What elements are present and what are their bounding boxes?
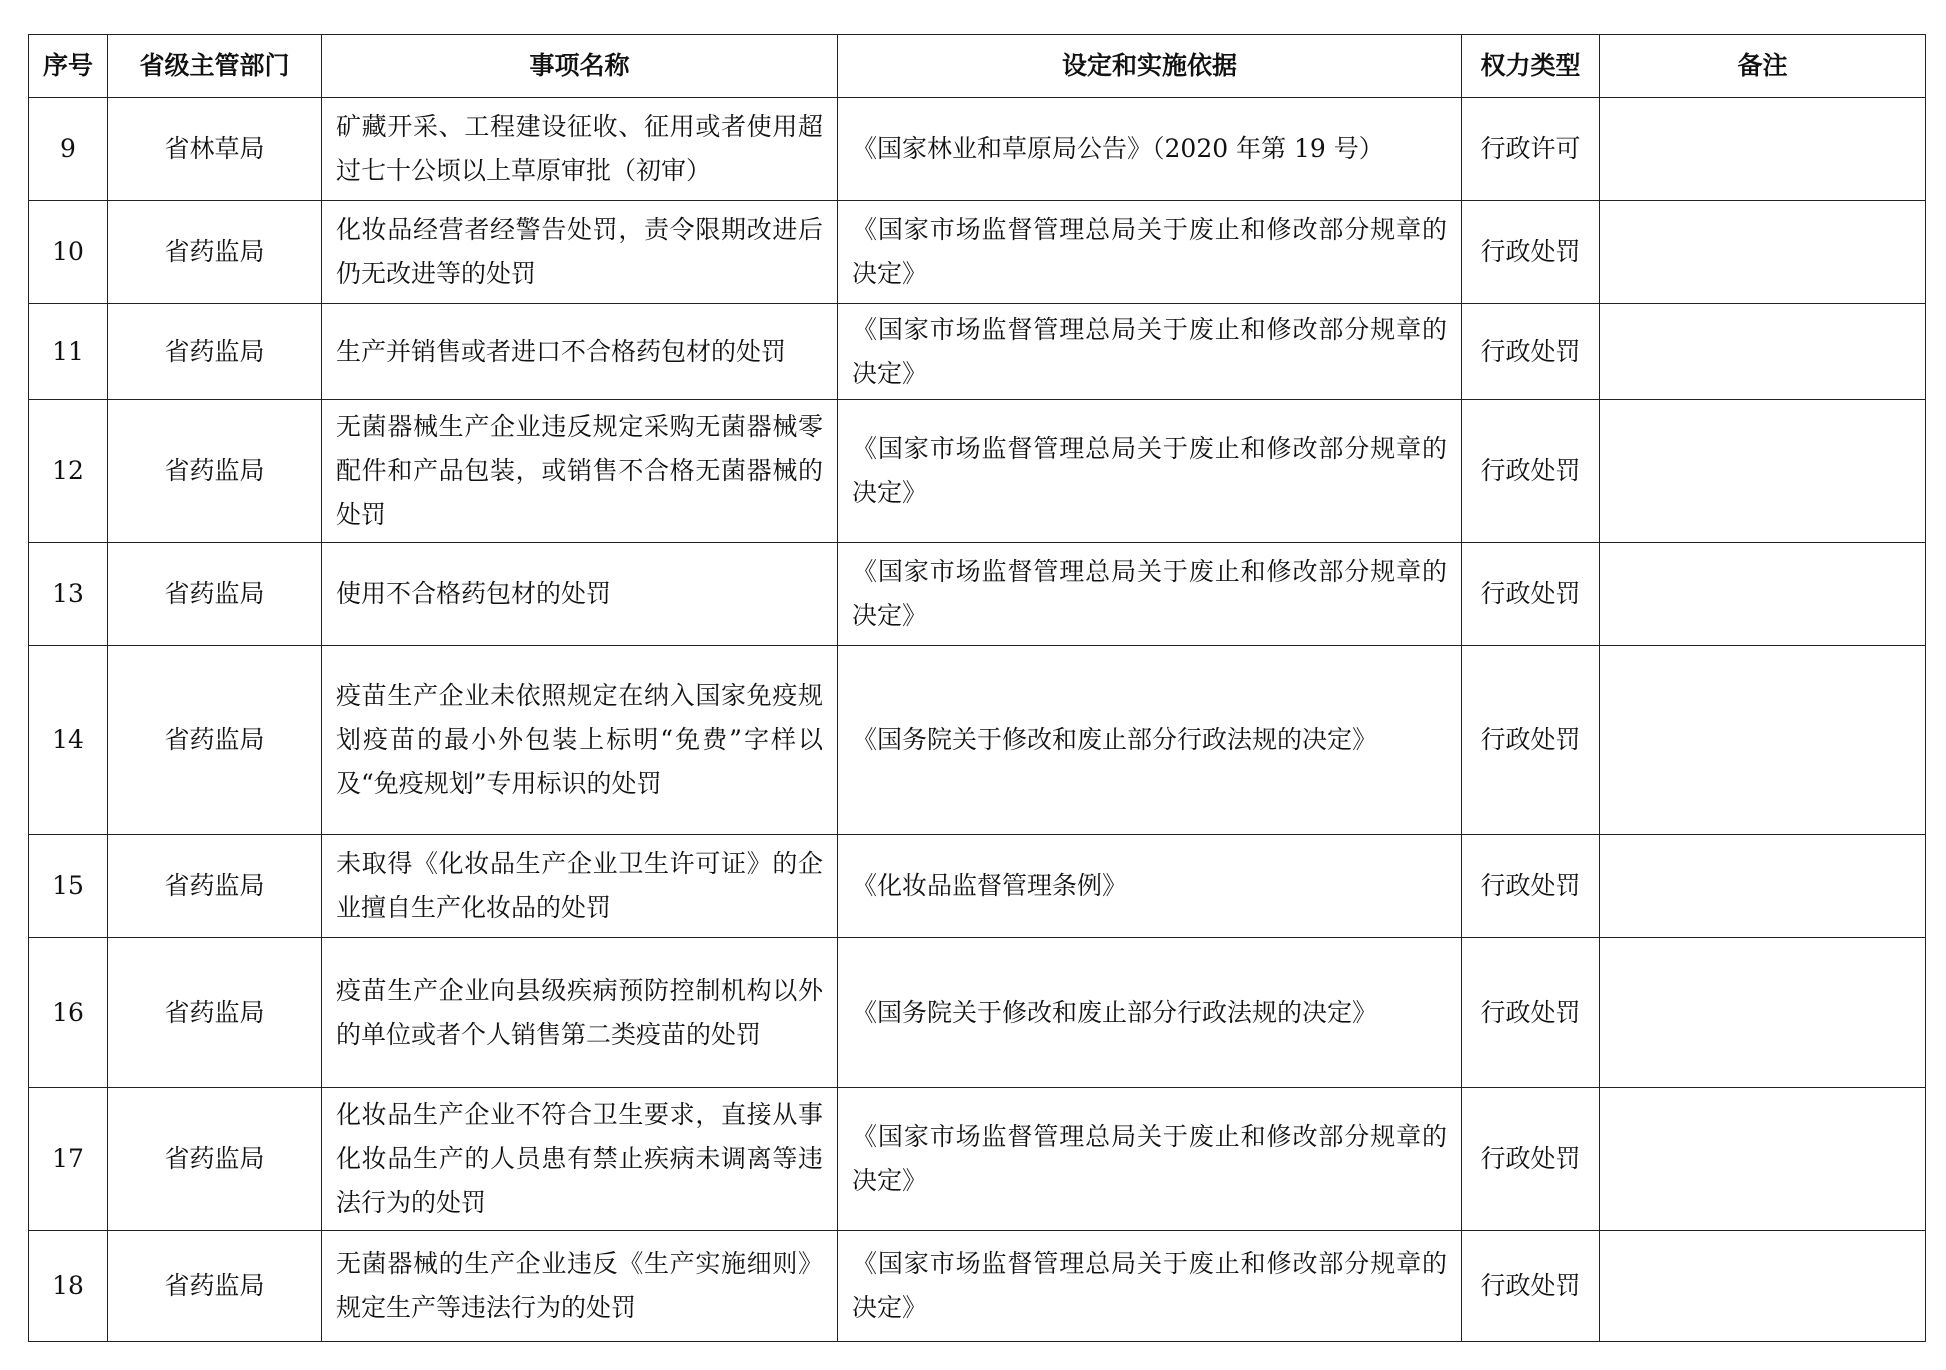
cell-serial-number: 13 [29, 543, 108, 646]
cell-remarks [1600, 1088, 1926, 1231]
cell-basis: 《化妆品监督管理条例》 [838, 835, 1462, 938]
cell-power-type: 行政处罚 [1462, 201, 1600, 304]
table-row [29, 938, 1926, 1088]
cell-serial-number: 14 [29, 646, 108, 835]
cell-power-type: 行政处罚 [1462, 304, 1600, 400]
cell-power-type: 行政处罚 [1462, 1088, 1600, 1231]
header-serial-number: 序号 [29, 35, 108, 98]
cell-serial-number: 12 [29, 400, 108, 543]
cell-item-name: 疫苗生产企业向县级疾病预防控制机构以外的单位或者个人销售第二类疫苗的处罚 [322, 938, 838, 1088]
table-row [29, 400, 1926, 543]
cell-basis: 《国家市场监督管理总局关于废止和修改部分规章的决定》 [838, 1231, 1462, 1342]
header-item-name: 事项名称 [322, 35, 838, 98]
table-row [29, 304, 1926, 400]
cell-item-name: 疫苗生产企业未依照规定在纳入国家免疫规划疫苗的最小外包装上标明“免费”字样以及“免疫规划”专用标识的处罚 [322, 646, 838, 835]
table-row [29, 543, 1926, 646]
cell-department: 省药监局 [108, 835, 322, 938]
table-row [29, 646, 1926, 835]
cell-serial-number: 17 [29, 1088, 108, 1231]
cell-basis: 《国家市场监督管理总局关于废止和修改部分规章的决定》 [838, 543, 1462, 646]
cell-department: 省药监局 [108, 1088, 322, 1231]
cell-basis: 《国家市场监督管理总局关于废止和修改部分规章的决定》 [838, 1088, 1462, 1231]
table-row [29, 1088, 1926, 1231]
header-department: 省级主管部门 [108, 35, 322, 98]
table-row [29, 1231, 1926, 1342]
cell-remarks [1600, 543, 1926, 646]
cell-remarks [1600, 201, 1926, 304]
cell-basis: 《国务院关于修改和废止部分行政法规的决定》 [838, 938, 1462, 1088]
cell-serial-number: 16 [29, 938, 108, 1088]
table-row [29, 835, 1926, 938]
cell-item-name: 使用不合格药包材的处罚 [322, 543, 838, 646]
table-row [29, 201, 1926, 304]
cell-remarks [1600, 98, 1926, 201]
cell-department: 省药监局 [108, 201, 322, 304]
cell-item-name: 化妆品生产企业不符合卫生要求，直接从事化妆品生产的人员患有禁止疾病未调离等违法行为的处罚 [322, 1088, 838, 1231]
cell-serial-number: 18 [29, 1231, 108, 1342]
cell-remarks [1600, 304, 1926, 400]
cell-power-type: 行政处罚 [1462, 835, 1600, 938]
header-basis: 设定和实施依据 [838, 35, 1462, 98]
header-power-type: 权力类型 [1462, 35, 1600, 98]
cell-department: 省药监局 [108, 938, 322, 1088]
cell-item-name: 未取得《化妆品生产企业卫生许可证》的企业擅自生产化妆品的处罚 [322, 835, 838, 938]
cell-power-type: 行政许可 [1462, 98, 1600, 201]
cell-basis: 《国家市场监督管理总局关于废止和修改部分规章的决定》 [838, 201, 1462, 304]
cell-department: 省药监局 [108, 543, 322, 646]
cell-basis: 《国家林业和草原局公告》（2020 年第 19 号） [838, 98, 1462, 201]
cell-serial-number: 15 [29, 835, 108, 938]
cell-item-name: 无菌器械生产企业违反规定采购无菌器械零配件和产品包装，或销售不合格无菌器械的处罚 [322, 400, 838, 543]
table-row [29, 98, 1926, 201]
cell-department: 省林草局 [108, 98, 322, 201]
cell-basis: 《国务院关于修改和废止部分行政法规的决定》 [838, 646, 1462, 835]
cell-power-type: 行政处罚 [1462, 543, 1600, 646]
cell-item-name: 生产并销售或者进口不合格药包材的处罚 [322, 304, 838, 400]
cell-serial-number: 9 [29, 98, 108, 201]
cell-power-type: 行政处罚 [1462, 646, 1600, 835]
cell-department: 省药监局 [108, 646, 322, 835]
cell-department: 省药监局 [108, 1231, 322, 1342]
cell-remarks [1600, 835, 1926, 938]
cell-power-type: 行政处罚 [1462, 400, 1600, 543]
header-row [29, 35, 1926, 98]
cell-department: 省药监局 [108, 304, 322, 400]
cell-item-name: 无菌器械的生产企业违反《生产实施细则》规定生产等违法行为的处罚 [322, 1231, 838, 1342]
cell-basis: 《国家市场监督管理总局关于废止和修改部分规章的决定》 [838, 304, 1462, 400]
cell-remarks [1600, 646, 1926, 835]
header-remarks: 备注 [1600, 35, 1926, 98]
cell-remarks [1600, 938, 1926, 1088]
cell-remarks [1600, 400, 1926, 543]
cell-item-name: 化妆品经营者经警告处罚，责令限期改进后仍无改进等的处罚 [322, 201, 838, 304]
cell-serial-number: 11 [29, 304, 108, 400]
cell-power-type: 行政处罚 [1462, 1231, 1600, 1342]
cell-remarks [1600, 1231, 1926, 1342]
cell-serial-number: 10 [29, 201, 108, 304]
cell-basis: 《国家市场监督管理总局关于废止和修改部分规章的决定》 [838, 400, 1462, 543]
cell-department: 省药监局 [108, 400, 322, 543]
cell-power-type: 行政处罚 [1462, 938, 1600, 1088]
cell-item-name: 矿藏开采、工程建设征收、征用或者使用超过七十公顷以上草原审批（初审） [322, 98, 838, 201]
administrative-power-table [28, 34, 1926, 1342]
